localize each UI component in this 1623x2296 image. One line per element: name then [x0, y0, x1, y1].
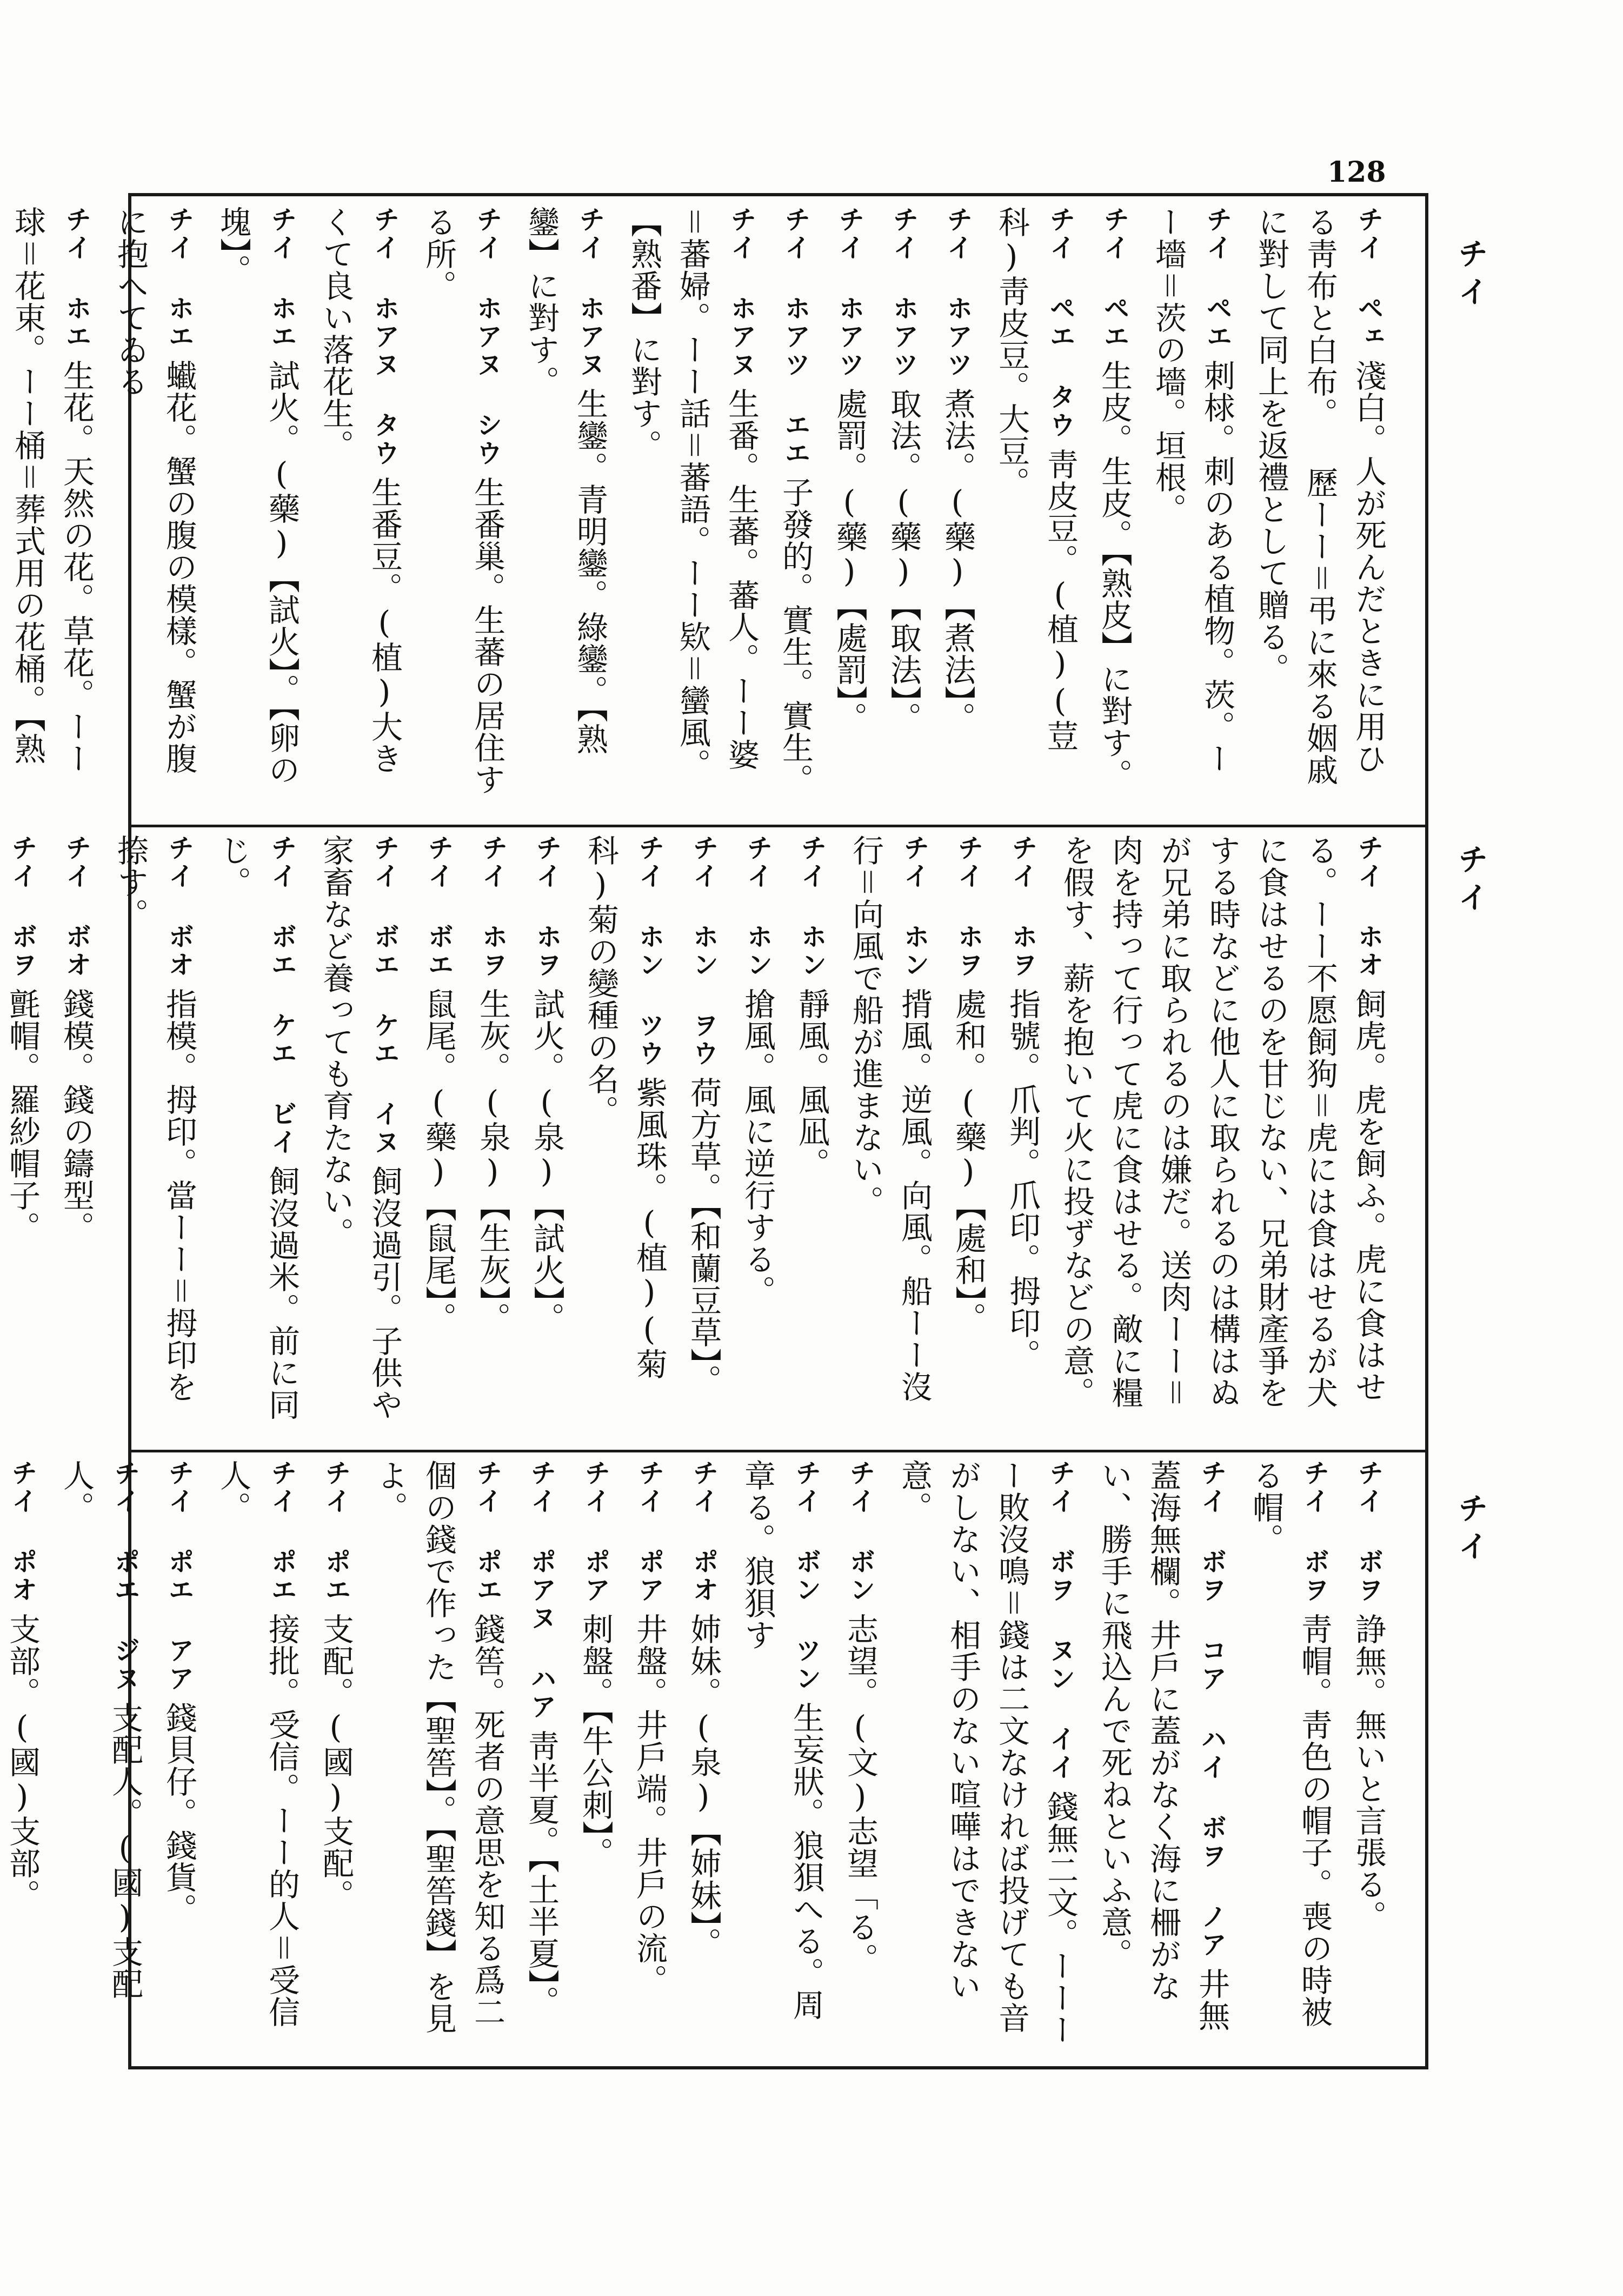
section-divider	[131, 825, 1425, 827]
section-divider	[131, 1450, 1425, 1452]
entry-reading: チイ ホアツ	[834, 206, 864, 379]
entry-definition: 蠘花。蟹の腹の模樣。蟹が腹に抱へてゐる	[112, 206, 197, 774]
entry-reading: チイ ペエ	[1099, 206, 1129, 351]
dictionary-entry	[52, 834, 101, 1243]
dictionary-entry	[0, 834, 46, 1243]
dictionary-entry	[52, 1459, 149, 2049]
entry-definition: 鼠尾。(藥)【鼠尾】。	[420, 988, 457, 1334]
entry-reading: チイ ホン	[899, 834, 929, 979]
dictionary-entry	[825, 206, 874, 734]
entry-definition: 生灰。(泉)【生灰】。	[474, 988, 511, 1334]
entry-reading: チイ ポエ	[267, 1459, 297, 1604]
dictionary-entry	[414, 834, 463, 1334]
dictionary-entry	[1144, 206, 1241, 795]
dictionary-entry	[209, 206, 306, 795]
entry-reading: チイ ペエ タウ	[1045, 206, 1075, 440]
side-label-top: チイ	[1453, 238, 1488, 314]
dictionary-entry	[576, 834, 674, 1424]
entry-reading: チイ ホアヌ タウ	[369, 206, 400, 468]
entry-reading: チイ ポオ	[688, 1459, 719, 1604]
entry-reading: チイ ボヲ コア ハイ ボヲ ノア	[1196, 1459, 1227, 1959]
entry-definition: 姉妹。(泉)【姉妹】。	[685, 1613, 722, 1959]
entry-definition: 錢筶。死者の意思を知る爲二個の錢で作った【聖筶】。【聖筶錢】を見よ。	[371, 1459, 505, 2034]
dictionary-entry	[1247, 206, 1393, 795]
entry-reading: チイ ポオ	[7, 1459, 37, 1604]
dictionary-entry	[679, 1459, 728, 1959]
dictionary-entry	[733, 1459, 830, 2049]
dictionary-entry	[771, 206, 820, 795]
entry-reading: チイ ホン	[796, 834, 827, 979]
entry-definition: 靑皮豆。(植)(荳科)靑皮豆。大豆。	[993, 206, 1079, 752]
entry-reading: チイ ボン	[845, 1459, 875, 1604]
dictionary-entry	[933, 206, 982, 734]
entry-reading: チイ ボヲ ヌン イイ	[1045, 1459, 1075, 1782]
dictionary-entry	[987, 206, 1085, 795]
dictionary-entry	[1241, 1459, 1339, 2049]
entry-reading: チイ ポア	[580, 1459, 610, 1604]
dictionary-entry	[517, 206, 614, 795]
entry-definition: 氈帽。羅紗帽子。	[4, 988, 41, 1243]
section-top	[9, 206, 1425, 817]
entry-reading: チイ ホエ	[164, 206, 194, 351]
entry-definition: 支配人。(國)支配人。	[58, 1459, 143, 2000]
dictionary-entry	[1052, 834, 1393, 1424]
entry-definition: 靑帽。靑色の帽子。喪の時被る帽。	[1247, 1459, 1333, 2028]
dictionary-entry	[209, 834, 306, 1424]
entry-definition: 刺盤。【牛公刺】。	[577, 1613, 614, 1869]
entry-definition: 生番巢。生蕃の居住する所。	[420, 206, 505, 795]
entry-reading: チイ ボエ ケエ ビイ	[267, 834, 297, 1157]
entry-definition: 靑半夏。【土半夏】。	[523, 1730, 560, 2018]
dictionary-entry	[998, 834, 1047, 1371]
dictionary-entry	[365, 1459, 511, 2049]
page-number: 128	[1327, 156, 1386, 189]
entry-reading: チイ ボエ ケエ イヌ	[369, 834, 400, 1157]
entry-definition: 錢貝仔。錢貨。	[161, 1702, 197, 1925]
entry-reading: チイ ホエ	[61, 206, 91, 351]
dictionary-entry	[1090, 206, 1139, 791]
dictionary-entry	[620, 206, 766, 795]
dictionary-entry	[836, 1459, 884, 1975]
dictionary-entry	[522, 834, 571, 1334]
entry-definition: 指號。爪判。爪印。拇印。	[1004, 988, 1041, 1371]
entry-definition: 煮法。(藥)【煮法】。	[939, 388, 976, 734]
entry-definition: 試火。(藥)【試火】。【卵の塊】。	[215, 206, 300, 786]
entry-reading: チイ ボオ	[61, 834, 91, 979]
dictionary-entry	[0, 206, 101, 795]
entry-definition: 指模。拇印。當ーー＝拇印を捺す。	[112, 834, 197, 1403]
entry-reading: チイ ホン ヲウ	[688, 834, 719, 1068]
side-label-bottom: チイ	[1453, 1492, 1488, 1568]
dictionary-entry	[1090, 1459, 1236, 2049]
entry-definition: 井無蓋海無欄。井戶に蓋がなく海に柵がない、勝手に飛込んで死ねといふ意。	[1096, 1459, 1230, 2032]
dictionary-entry	[890, 1459, 1085, 2049]
dictionary-entry	[209, 1459, 306, 2049]
dictionary-entry	[155, 1459, 203, 1925]
entry-definition: 飼沒過米。前に同じ。	[215, 834, 300, 1421]
dictionary-entry	[625, 1459, 674, 1996]
entry-definition: 紫風珠。(植)(菊科)菊の變種の名。	[582, 834, 668, 1380]
entry-definition: 接批。受信。ーー的人＝受信人。	[215, 1459, 300, 2028]
dictionary-entry	[106, 834, 203, 1424]
entry-reading: チイ ポエ	[321, 1459, 351, 1604]
entry-reading: チイ ボヲ	[1353, 1459, 1383, 1604]
entry-reading: チイ ボヲ	[1299, 1459, 1329, 1604]
entry-definition: 處罰。(藥)【處罰】。	[831, 388, 868, 734]
entry-definition: 諍無。無いと言張る。	[1350, 1613, 1387, 1932]
entry-reading: チイ ホヲ	[477, 834, 508, 979]
entry-reading: チイ ペェ	[1353, 206, 1383, 351]
entry-definition: 志望。(文)志望「る。	[842, 1613, 879, 1975]
entry-reading: チイ ホエ	[267, 206, 297, 351]
side-label-middle: チイ	[1453, 844, 1488, 919]
entry-definition: 取法。(藥)【取法】。	[885, 388, 922, 734]
entry-definition: 子發的。實生。實生。	[777, 476, 814, 795]
entry-reading: チイ ホアヌ	[575, 206, 605, 379]
entry-reading: チイ ポエ アア	[164, 1459, 194, 1693]
entry-reading: チイ ホヲ	[953, 834, 983, 979]
entry-reading: チイ ホアツ エエ	[780, 206, 810, 468]
dictionary-entry	[311, 1459, 360, 1911]
entry-definition: 處和。(藥)【處和】。	[950, 988, 987, 1334]
dictionary-entry	[311, 834, 409, 1424]
entry-reading: チイ ホアツ	[942, 206, 973, 379]
dictionary-entry	[944, 834, 993, 1334]
dictionary-entry	[879, 206, 928, 734]
entry-definition: 生番豆。(植)大きくて良い落花生。	[317, 206, 403, 774]
entry-reading: チイ ボヲ	[7, 834, 37, 979]
entry-definition: 搶風。風に逆行する。	[739, 988, 776, 1307]
entry-definition: 錢無二文。ーーーー敗沒鳴＝錢は二文なければ投げても音がしない、相手のない喧嘩はできない意。	[896, 1459, 1079, 2046]
entry-definition: 淺白。人が死んだときに用ひる靑布と白布。 歷ーー＝弔に來る姻戚に對して同上を返禮として贈る。	[1253, 206, 1387, 786]
entry-definition: 支配。(國)支配。	[317, 1613, 354, 1911]
entry-reading: チイ ホアツ	[888, 206, 919, 379]
entry-reading: チイ ホアヌ シウ	[472, 206, 502, 468]
entry-reading: チイ ボエ	[423, 834, 454, 979]
dictionary-entry	[679, 834, 728, 1396]
entry-reading: チイ ポエ ジヌ	[110, 1459, 140, 1693]
entry-definition: 生番。生蕃。蕃人。ーー婆＝蕃婦。ーー話＝蕃語。ーー欵＝蠻風。【熟番】に對す。	[626, 206, 760, 780]
dictionary-entry	[571, 1459, 620, 1869]
dictionary-entry	[468, 834, 517, 1334]
entry-definition: 飼沒過引。子供や家畜など養っても育たない。	[317, 834, 403, 1421]
entry-definition: 支部。(國)支部。	[4, 1613, 41, 1911]
entry-definition: 試火。(泉)【試火】。	[528, 988, 565, 1334]
dictionary-entry	[311, 206, 409, 795]
dictionary-entry	[841, 834, 939, 1424]
entry-definition: 靜風。風凪。	[793, 988, 830, 1179]
entry-reading: チイ ホオ	[1353, 834, 1383, 979]
entry-reading: チイ ポア	[634, 1459, 664, 1604]
entry-definition: 生皮。生皮。【熟皮】に對す。	[1096, 360, 1133, 791]
entry-reading: チイ ポエ	[472, 1459, 502, 1604]
entry-reading: チイ ホヲ	[1007, 834, 1037, 979]
entry-definition: 生妄狀。狼狽へる。周章る。狼狽す	[739, 1459, 824, 2021]
entry-definition: 井盤。井戶端。井戶の流。	[631, 1613, 668, 1996]
entry-reading: チイ ポアヌ ハア	[526, 1459, 556, 1721]
entry-reading: チイ ホアヌ	[726, 206, 756, 379]
dictionary-entry	[0, 1459, 46, 1911]
entry-reading: チイ ホン ツウ	[634, 834, 664, 1068]
dictionary-entry	[106, 206, 203, 795]
entry-definition: 生鑾。青明鑾。綠鑾。【熟鑾】に對す。	[523, 206, 608, 755]
dictionary-frame	[4, 193, 1428, 2069]
entry-definition: 飼虎。虎を飼ふ。虎に食はせる。ーー不愿飼狗＝虎には食はせるが犬に食はせるのを甘じない、兄弟財產爭をする時などに他人に取られるのは構はぬが兄弟に取られるのは嫌だ。送肉ーー＝肉を持って行って虎に食はせる。敵に糧を假す、薪を抱いて火に投ずなどの意。	[1058, 834, 1387, 1409]
entry-definition: 錢模。錢の鑄型。	[58, 988, 95, 1243]
entry-definition: 生花。天然の花。草花。ーー球＝花束。ーー桶＝葬式用の花桶。【熟	[9, 206, 95, 774]
entry-definition: 荷方草。【和蘭豆草】。	[685, 1077, 722, 1396]
section-bottom	[4, 1459, 1425, 2060]
dictionary-entry	[787, 834, 836, 1179]
section-middle	[4, 834, 1425, 1440]
entry-reading: チイ ボオ	[164, 834, 194, 979]
dictionary-entry	[517, 1459, 566, 2018]
entry-reading: チイ ボン ツン	[791, 1459, 821, 1693]
entry-definition: 揹風。逆風。向風。船ーー沒行＝向風で船が進まない。	[847, 834, 933, 1403]
dictionary-entry	[733, 834, 782, 1307]
dictionary-entry	[414, 206, 511, 795]
dictionary-entry	[1344, 1459, 1393, 1932]
entry-reading: チイ ホン	[742, 834, 773, 979]
entry-definition: 刺梂。刺のある植物。茨。ーー墻＝茨の墻。垣根。	[1150, 206, 1235, 774]
entry-reading: チイ ペエ	[1202, 206, 1232, 351]
entry-reading: チイ ホヲ	[531, 834, 562, 979]
